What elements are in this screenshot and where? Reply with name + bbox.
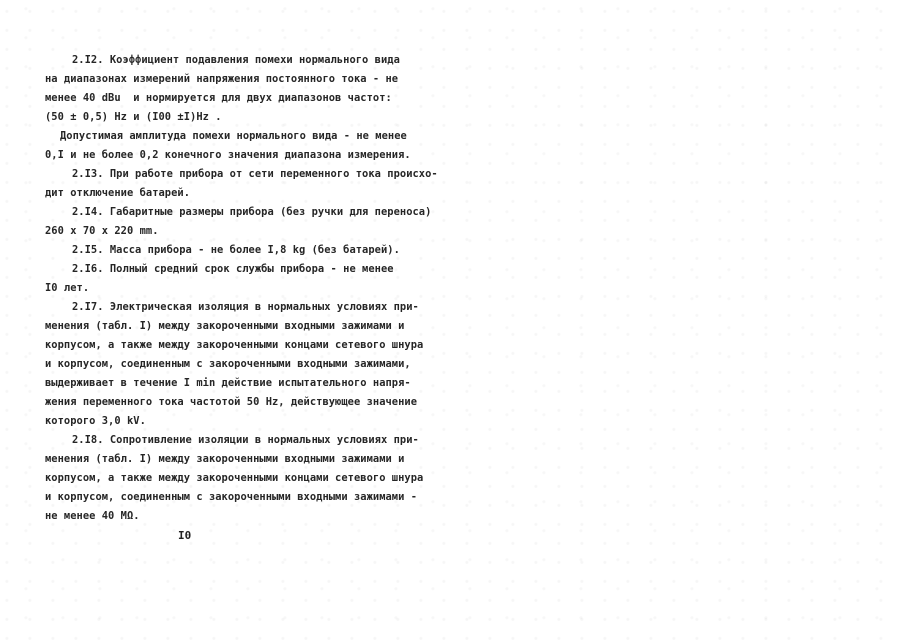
text-line: 2.I3. При работе прибора от сети переменного тока происхо- <box>72 168 438 180</box>
text-line: 2.I2. Коэффициент подавления помехи нормального вида <box>72 54 400 66</box>
text-line: менее 40 dBu и нормируется для двух диапазонов частот: <box>45 92 392 104</box>
text-line: 2.I7. Электрическая изоляция в нормальных условиях при- <box>72 301 419 313</box>
text-line: 2.I5. Масса прибора - не более I,8 kg (без батарей). <box>72 244 400 256</box>
text-line: не менее 40 MΩ. <box>45 510 140 522</box>
text-line: I0 лет. <box>45 282 90 294</box>
page-number: I0 <box>178 529 192 542</box>
text-line: менения (табл. I) между закороченными входными зажимами и <box>45 320 405 332</box>
text-line: 0,I и не более 0,2 конечного значения диапазона измерения. <box>45 149 411 161</box>
text-line: которого 3,0 kV. <box>45 415 146 427</box>
text-line: корпусом, а также между закороченными концами сетевого шнура <box>45 472 424 484</box>
text-line: на диапазонах измерений напряжения постоянного тока - не <box>45 73 399 85</box>
text-line: 2.I6. Полный средний срок службы прибора - не менее <box>72 263 394 275</box>
text-line: (50 ± 0,5) Hz и (I00 ±I)Hz . <box>45 111 222 123</box>
text-line: и корпусом, соединенным с закороченными входными зажимами - <box>45 491 418 503</box>
text-line: и корпусом, соединенным с закороченными входными зажимами, <box>45 358 411 370</box>
text-line: 2.I4. Габаритные размеры прибора (без ручки для переноса) <box>72 206 432 218</box>
text-line: дит отключение батарей. <box>45 187 191 199</box>
text-line: 260 х 70 х 220 mm. <box>45 225 159 237</box>
text-line: выдерживает в течение I min действие испытательного напря- <box>45 377 411 389</box>
text-line: Допустимая амплитуда помехи нормального вида - не менее <box>60 130 407 142</box>
text-line: менения (табл. I) между закороченными входными зажимами и <box>45 453 405 465</box>
text-line: 2.I8. Сопротивление изоляции в нормальных условиях при- <box>72 434 419 446</box>
text-line: корпусом, а также между закороченными концами сетевого шнура <box>45 339 424 351</box>
text-line: жения переменного тока частотой 50 Hz, действующее значение <box>45 396 418 408</box>
